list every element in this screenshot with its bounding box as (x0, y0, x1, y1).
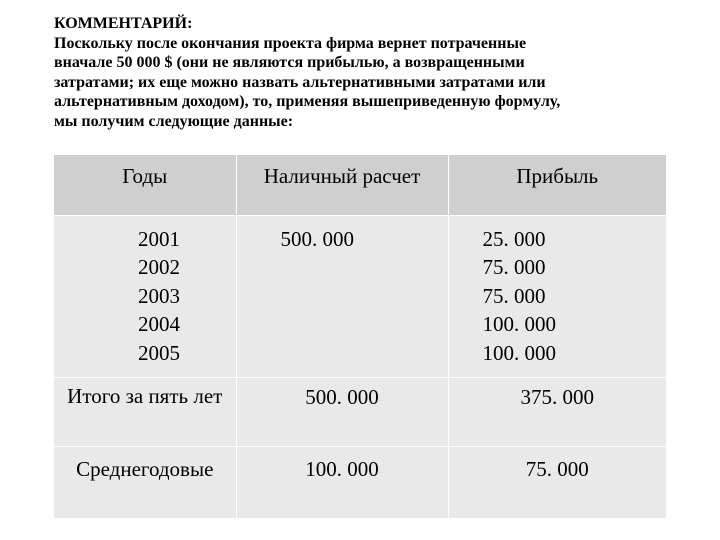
comment-line: альтернативным доходом), то, применяя вышеприведенную формулу, (54, 93, 561, 110)
comment-line: затратами; их еще можно назвать альтернативными затратами или (54, 73, 546, 91)
year-value: 2005 (138, 340, 180, 365)
year-value: 2003 (138, 283, 180, 308)
cash-cell (236, 215, 448, 377)
comment-line: вначале 50 000 $ (они не являются прибылью, а возвращенными (54, 54, 525, 71)
comment-line: мы получим следующие данные: (54, 112, 294, 130)
year-value: 2002 (138, 255, 180, 279)
total-cash: 500. 000 (236, 377, 448, 446)
year-value: 2001 (138, 226, 180, 251)
comment-heading: КОММЕНТАРИЙ: (54, 15, 193, 32)
results-table (54, 155, 666, 519)
table-header-row (54, 155, 666, 215)
table-row-total (54, 377, 666, 446)
profit-value: 25. 000 (482, 226, 546, 251)
header-cash: Наличный расчет (236, 155, 448, 215)
average-cash: 100. 000 (236, 446, 448, 518)
average-label: Среднегодовые (54, 446, 236, 518)
comment-block (54, 14, 664, 131)
years-cell (54, 215, 236, 377)
total-profit: 375. 000 (448, 377, 666, 446)
table-row-years (54, 215, 666, 377)
profit-value: 75. 000 (482, 283, 546, 308)
profit-value: 100. 000 (482, 312, 556, 336)
total-label: Итого за пять лет (54, 377, 236, 446)
table-row-average (54, 446, 666, 518)
cash-value: 500. 000 (280, 226, 354, 251)
year-value: 2004 (138, 312, 180, 336)
header-years: Годы (54, 155, 236, 215)
average-profit: 75. 000 (448, 446, 666, 518)
profit-value: 100. 000 (482, 340, 556, 365)
profit-value: 75. 000 (482, 255, 546, 279)
comment-line: Поскольку после окончания проекта фирма вернет потраченные (54, 34, 527, 52)
header-profit: Прибыль (448, 155, 666, 215)
profits-cell (448, 215, 666, 377)
